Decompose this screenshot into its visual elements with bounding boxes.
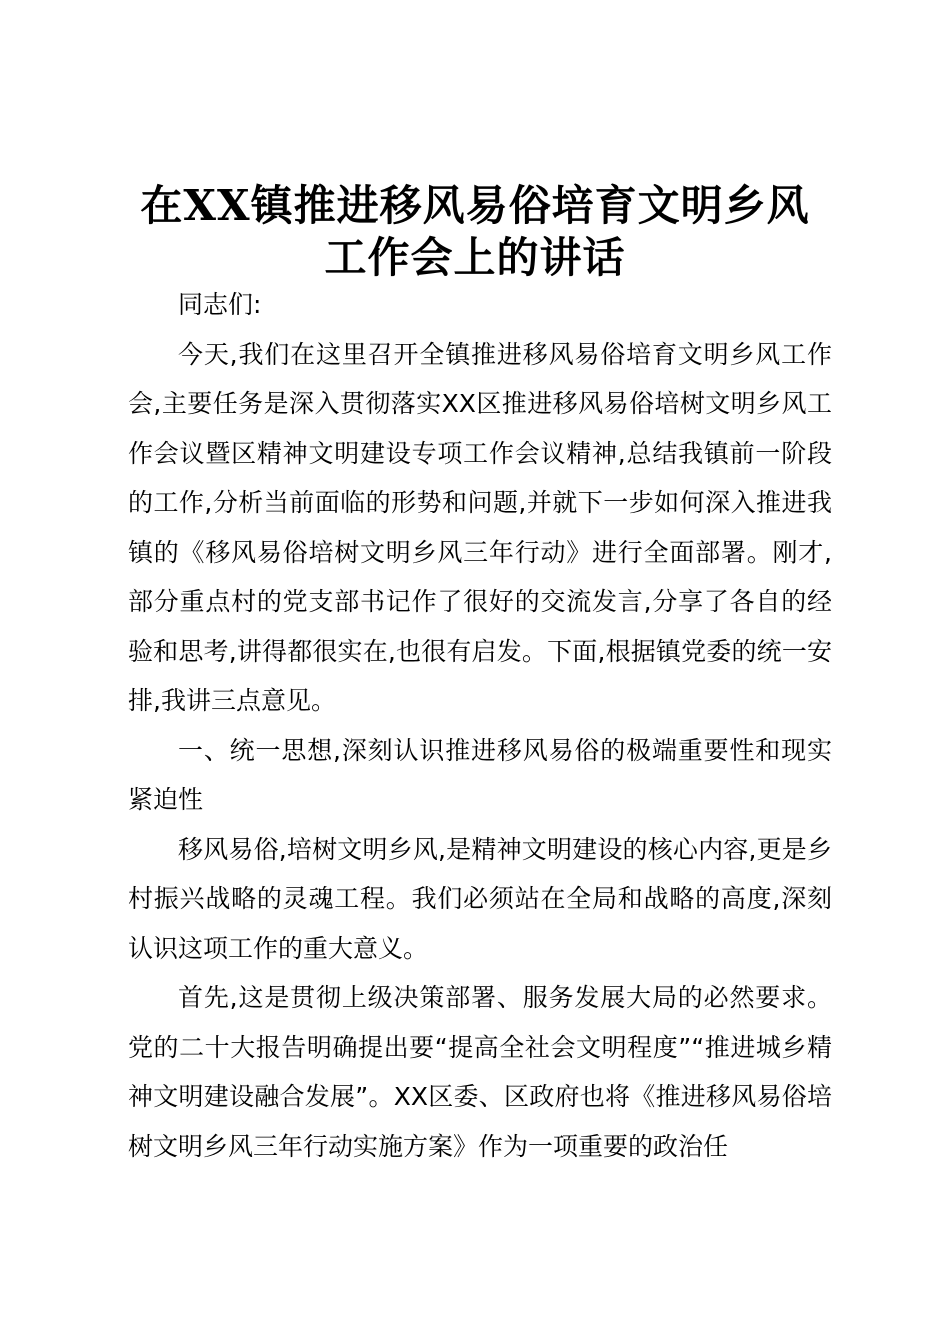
document-body — [128, 280, 832, 1171]
document-title: 在XX镇推进移风易俗培育文明乡风工作会上的讲话 — [140, 181, 810, 282]
salutation: 同志们: — [178, 290, 262, 319]
section-heading-1: 一、统一思想,深刻认识推进移风易俗的极端重要性和现实紧迫性 — [128, 735, 832, 814]
paragraph-first-point: 首先,这是贯彻上级决策部署、服务发展大局的必然要求。党的二十大报告明确提出要“提高全社会文明程度”“推进城乡精神文明建设融合发展”。XX区委、区政府也将《推进移风易俗培树文明乡风三年行动实施方案》作为一项重要的政治任 — [128, 983, 832, 1161]
paragraph-intro: 今天,我们在这里召开全镇推进移风易俗培育文明乡风工作会,主要任务是深入贯彻落实XX区推进移风易俗培树文明乡风工作会议暨区精神文明建设专项工作会议精神,总结我镇前一阶段的工作,分析当前面临的形势和问题,并就下一步如何深入推进我镇的《移风易俗培树文明乡风三年行动》进行全面部署。刚才,部分重点村的党支部书记作了很好的交流发言,分享了各自的经验和思考,讲得都很实在,也很有启发。下面,根据镇党委的统一安排,我讲三点意见。 — [128, 339, 832, 715]
paragraph-significance: 移风易俗,培树文明乡风,是精神文明建设的核心内容,更是乡村振兴战略的灵魂工程。我们必须站在全局和战略的高度,深刻认识这项工作的重大意义。 — [128, 834, 832, 963]
